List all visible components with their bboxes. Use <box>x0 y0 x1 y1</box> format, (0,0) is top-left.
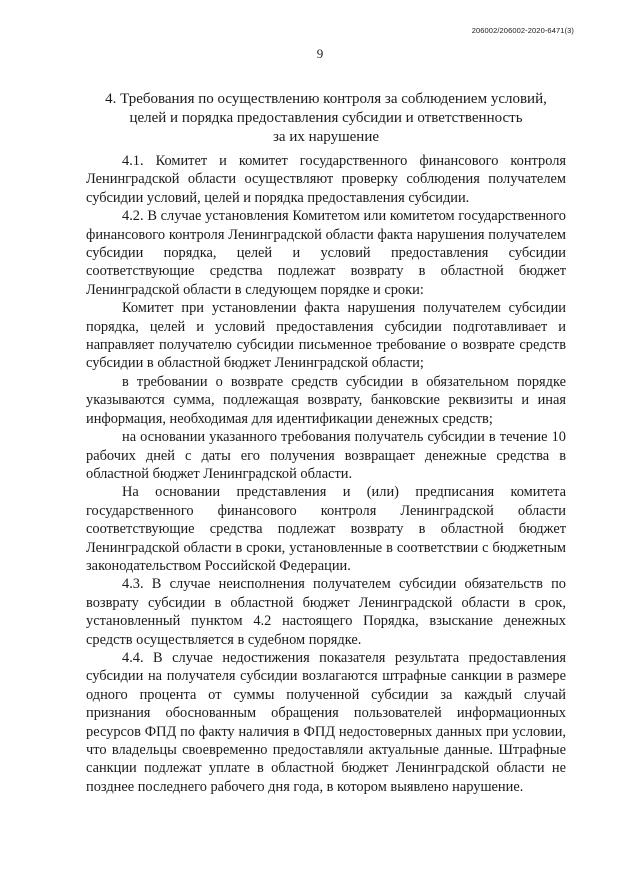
paragraph-return-deadline: на основании указанного требования получатель субсидии в течение 10 рабочих дней с даты его получения возвращает денежные средства в областной бюджет Ленинградской области. <box>86 429 566 482</box>
paragraph-4-3: 4.3. В случае неисполнения получателем субсидии обязательств по возврату субсидии в областной бюджет Ленинградской области в срок, установленный пунктом 4.2 настоящего Порядка, взыскание денежных средств осуществляется в судебном порядке. <box>86 576 566 648</box>
section-heading-line: целей и порядка предоставления субсидии и ответственность <box>129 110 523 126</box>
page-number: 9 <box>316 46 324 61</box>
paragraph-4-2: 4.2. В случае установления Комитетом или комитетом государственного финансового контроля Ленинградской области факта нарушения получателем субсидии порядка, целей и условий предоставления субсидии соответствующие средства подлежат возврату в областной бюджет Ленинградской области в следующем порядке и сроки: <box>86 208 566 298</box>
paragraph-committee-requirement: Комитет при установлении факта нарушения получателем субсидии порядка, целей и условий предоставления субсидии подготавливает и направляет получателю субсидии письменное требование о возврате средств субсидии в областной бюджет Ленинградской области; <box>86 300 566 372</box>
document-body <box>86 152 566 796</box>
section-heading-line: за их нарушение <box>272 129 380 145</box>
section-heading <box>86 90 566 147</box>
section-heading-line: 4. Требования по осуществлению контроля за соблюдением условий, <box>105 91 547 107</box>
paragraph-control-committee-order: На основании представления и (или) предписания комитета государственного финансового контроля Ленинградской области соответствующие средства подлежат возврату в областной бюджет Ленинградской области в сроки, установленные в соответствии с бюджетным законодательством Российской Федерации. <box>86 484 566 574</box>
paragraph-4-4: 4.4. В случае недостижения показателя результата предоставления субсидии на получателя субсидии возлагаются штрафные санкции в размере одного процента от суммы полученной субсидии за каждый случай признания обоснованным обращения пользователей информационных ресурсов ФПД по факту наличия в ФПД недостоверных данных при условии, что владельцы своевременно предоставляли актуальные данные. Штрафные санкции подлежат уплате в областной бюджет Ленинградской области не позднее последнего рабочего дня года, в котором выявлено нарушение. <box>86 649 566 795</box>
document-registration-code: 206002/206002-2020-6471(3) <box>471 26 574 35</box>
paragraph-requirement-contents: в требовании о возврате средств субсидии в обязательном порядке указываются сумма, подлежащая возврату, банковские реквизиты и иная информация, необходимая для идентификации денежных средств; <box>86 373 566 427</box>
paragraph-4-1: 4.1. Комитет и комитет государственного финансового контроля Ленинградской области осуществляют проверку соблюдения получателем субсидии условий, целей и порядка предоставления субсидии. <box>86 153 566 206</box>
